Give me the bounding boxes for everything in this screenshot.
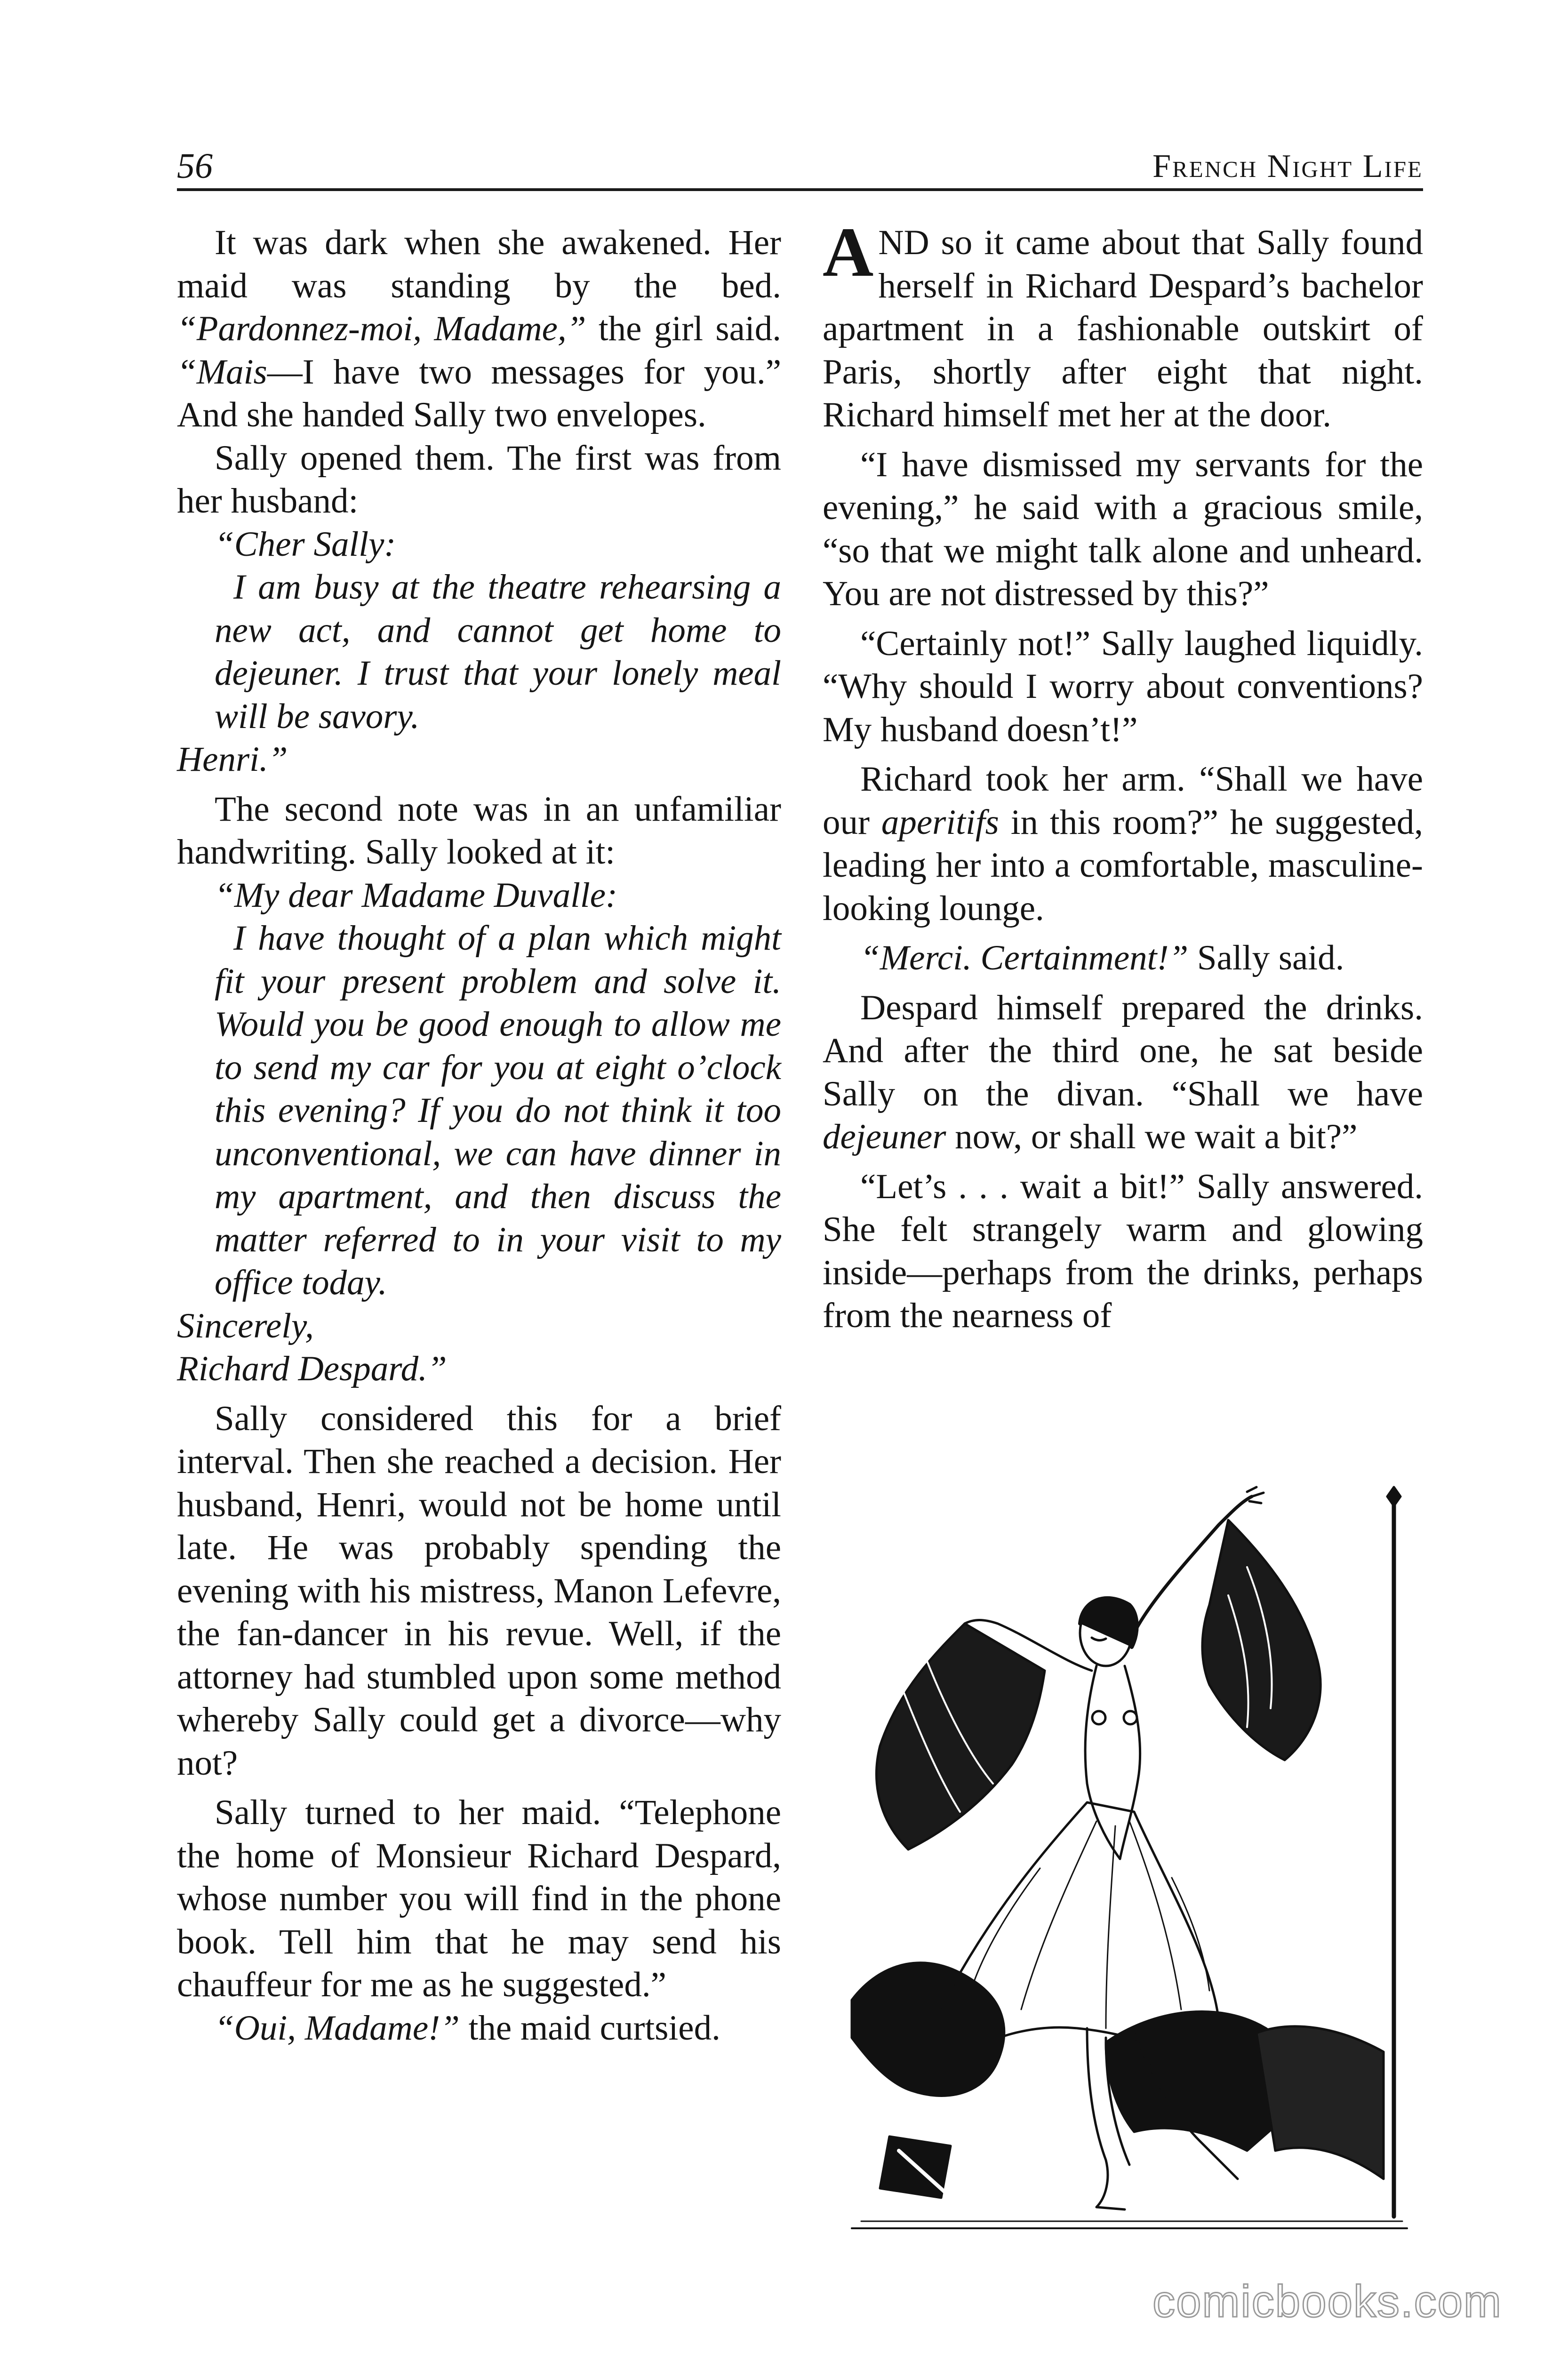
letter-body: I am busy at the theatre rehearsing a new act, and cannot get home to dejeuner. I trust that your lonely meal will be savory. [215, 568, 781, 736]
paragraph: The second note was in an unfamiliar handwriting. Sally looked at it: [177, 789, 781, 872]
letter-signature: Henri.” [177, 740, 288, 779]
text-run: in this room?” he suggested, leading her into a comfortable, masculine-looking lounge. [823, 802, 1423, 928]
italic-run: dejeuner [823, 1117, 946, 1156]
italic-run: “Oui, Madame!” [215, 2008, 460, 2048]
right-column [823, 213, 1423, 1337]
drop-cap: A [823, 213, 874, 291]
text-run: now, or shall we wait a bit?” [946, 1117, 1358, 1156]
paragraph: “Let’s . . . wait a bit!” Sally answered. She felt strangely warm and glowing inside—perhaps from the drinks, perhaps from the nearness of [823, 1167, 1423, 1335]
left-column [177, 221, 781, 2049]
letter-despard [177, 874, 781, 1391]
page-header [177, 141, 1423, 193]
letter-salutation: “Cher Sally: [215, 524, 396, 564]
letter-signature: Richard Despard.” [177, 1349, 447, 1388]
letter-closing: Sincerely, [177, 1306, 314, 1345]
text-run: It was dark when she awakened. Her maid was standing by the bed. [177, 223, 781, 305]
text-run: Despard himself prepared the drinks. And after the third one, he sat beside Sally on the divan. “Shall we have [823, 988, 1423, 1113]
paragraph [177, 221, 781, 437]
paragraph [177, 2007, 781, 2050]
text-run: Sally said. [1188, 938, 1344, 977]
paragraph [823, 758, 1423, 930]
letter-henri [177, 523, 781, 781]
italic-run: “Mais [177, 352, 267, 392]
paragraph: Sally considered this for a brief interval. Then she reached a decision. Her husband, Henri, would not be home until late. He was probably spending the evening with his mistress, Manon Lefevre, the fan-dancer in his revue. Well, if the attorney had stumbled upon some method whereby Sally could get a divorce—why not? [177, 1399, 781, 1783]
paragraph: Sally opened them. The first was from her husband: [177, 438, 781, 520]
header-rule [177, 188, 1423, 191]
italic-run: “Pardonnez-moi, Madame,” [177, 309, 586, 348]
paragraph [823, 936, 1423, 980]
text-run: the maid curtsied. [459, 2008, 720, 2048]
text-run: ND so it came about that Sally found herself in Richard Despard’s bachelor apartment in a fashionable outskirt of Paris, shortly after eight that night. Richard himself met her at the door. [823, 223, 1423, 434]
paragraph [823, 986, 1423, 1159]
italic-run: aperitifs [881, 802, 999, 842]
paragraph: “Certainly not!” Sally laughed liquidly. “Why should I worry about conventions? My husband doesn’t!” [823, 624, 1423, 749]
paragraph: Sally turned to her maid. “Telephone the home of Monsieur Richard Despard, whose number you will find in the phone book. Tell him that he may send his chauffeur for me as he suggested.” [177, 1793, 781, 2004]
running-head: French Night Life [1152, 148, 1423, 184]
watermark: comicbooks.com [1152, 2276, 1502, 2327]
italic-run: “Merci. Certainment!” [860, 938, 1189, 977]
page-number: 56 [177, 146, 213, 186]
letter-body: I have thought of a plan which might fit your present problem and solve it. Would you be good enough to allow me to send my car for you at eight o’clock this evening? If you do not think it too unconventional, we can have dinner in my apartment, and then discuss the matter referred to in your visit to my office today. [215, 919, 781, 1302]
dancer-illustration [842, 1482, 1421, 2259]
letter-salutation: “My dear Madame Duvalle: [215, 875, 618, 915]
text-run: the girl said. [586, 309, 781, 348]
paragraph: “I have dismissed my servants for the evening,” he said with a gracious smile, “so that we might talk alone and unheard. You are not distressed by this?” [823, 445, 1423, 613]
text-run: Richard took her arm. “Shall we have our [823, 760, 1423, 842]
paragraph [823, 213, 1423, 437]
text-run: —I have two messages for you.” And she handed Sally two envelopes. [177, 352, 781, 434]
